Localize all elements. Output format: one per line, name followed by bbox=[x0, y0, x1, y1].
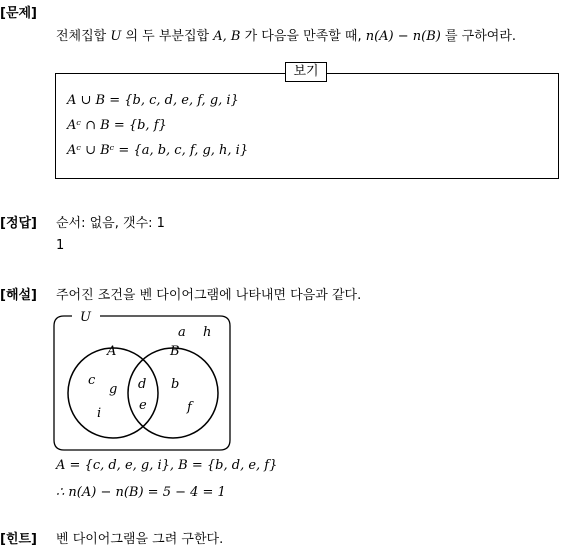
problem-text-mid1: 의 두 부분집합 bbox=[121, 29, 214, 44]
venn-diagram bbox=[50, 305, 240, 455]
answer-tag: [정답] bbox=[0, 216, 37, 231]
element-d: d bbox=[138, 377, 147, 392]
answer-value: 1 bbox=[56, 238, 65, 253]
explanation-result-line: A = {c, d, e, g, i}, B = {b, d, e, f} bbox=[56, 458, 278, 473]
hint-text: 벤 다이어그램을 그려 구한다. bbox=[56, 532, 224, 547]
element-f: f bbox=[187, 400, 192, 415]
element-g: g bbox=[109, 382, 118, 397]
problem-tag: [문제] bbox=[0, 6, 37, 21]
explanation-conclusion: ∴ n(A) − n(B) = 5 − 4 = 1 bbox=[56, 485, 226, 500]
bogi-condition-3: Aᶜ ∪ Bᶜ = {a, b, c, f, g, h, i} bbox=[67, 143, 249, 158]
problem-text-suffix: 를 구하여라. bbox=[440, 29, 517, 44]
universal-set-label: U bbox=[80, 310, 91, 325]
element-b: b bbox=[171, 377, 180, 392]
problem-text-prefix: 전체집합 bbox=[56, 29, 111, 44]
element-a: a bbox=[178, 325, 186, 340]
answer-meta: 순서: 없음, 갯수: 1 bbox=[56, 216, 165, 231]
explanation-intro: 주어진 조건을 벤 다이어그램에 나타내면 다음과 같다. bbox=[56, 288, 362, 303]
set-b-label: B bbox=[170, 344, 180, 359]
element-i: i bbox=[97, 406, 102, 421]
element-e: e bbox=[139, 398, 147, 413]
problem-text-mid2: 가 다음을 만족할 때, bbox=[240, 29, 366, 44]
bogi-condition-1: A ∪ B = {b, c, d, e, f, g, i} bbox=[67, 93, 239, 108]
problem-statement bbox=[56, 25, 516, 44]
element-h: h bbox=[203, 325, 212, 340]
explanation-tag: [해설] bbox=[0, 288, 37, 303]
hint-tag: [힌트] bbox=[0, 532, 37, 547]
target-expression: n(A) − n(B) bbox=[365, 29, 441, 44]
set-a-label: A bbox=[107, 344, 117, 359]
set-b-circle bbox=[128, 348, 218, 438]
subset-symbols: A, B bbox=[213, 29, 241, 44]
bogi-condition-2: Aᶜ ∩ B = {b, f} bbox=[67, 118, 167, 133]
element-c: c bbox=[88, 373, 96, 388]
bogi-title: 보기 bbox=[285, 62, 327, 82]
universal-set-symbol: U bbox=[110, 29, 122, 44]
